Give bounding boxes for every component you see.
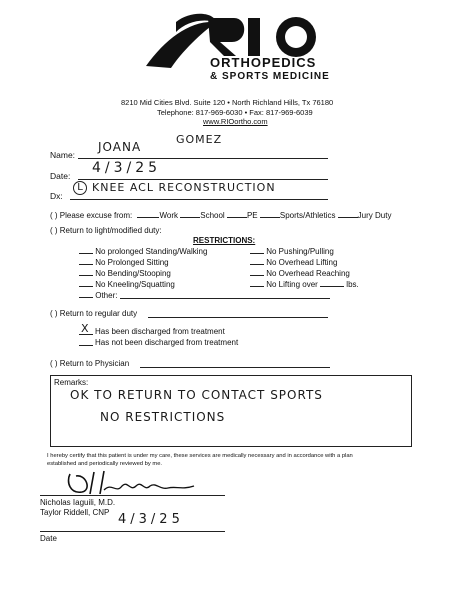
dx-value: KNEE ACL RECONSTRUCTION: [92, 181, 276, 194]
not-discharged-text: Has not been discharged from treatment: [95, 338, 239, 347]
remarks-label: Remarks:: [54, 378, 89, 387]
excuse-sports: Sports/Athletics: [279, 211, 336, 220]
dx-line: [70, 199, 328, 200]
regular-duty-heading: ( ) Return to regular duty: [50, 309, 138, 318]
provider-1: Nicholas Iaguili, M.D.: [40, 498, 116, 507]
dx-label: Dx:: [50, 191, 63, 201]
school-blank: [180, 210, 200, 218]
signature: [64, 468, 204, 498]
sports-blank: [260, 210, 280, 218]
name-label: Name:: [50, 150, 76, 160]
excuse-prefix: ( ) Please excuse from:: [50, 211, 133, 220]
not-discharged-blank: [79, 345, 93, 346]
excuse-work: Work: [159, 211, 179, 220]
certification-line2: established and periodically reviewed by me.: [47, 461, 163, 467]
light-duty-heading: ( ) Return to light/modified duty:: [50, 226, 162, 235]
restriction-left-0: No prolonged Standing/Walking: [79, 246, 207, 256]
contact: Telephone: 817-969-6030 • Fax: 817-969-6039: [157, 108, 313, 117]
excuse-pe: PE: [246, 211, 258, 220]
restriction-left-1: No Prolonged Sitting: [79, 257, 169, 267]
regular-duty-line: [148, 317, 328, 318]
signature-line: [40, 495, 225, 496]
discharged-mark: X: [81, 322, 90, 335]
physician-heading: ( ) Return to Physician: [50, 359, 130, 368]
certification-line1: I hereby certify that this patient is under my care, these services are medically necessary and in accordance with a plan: [47, 453, 353, 459]
date-line: [78, 179, 328, 180]
restriction-left-2: No Bending/Stooping: [79, 268, 171, 278]
date-value: 4/3/25: [92, 160, 162, 176]
restriction-right-0: No Pushing/Pulling: [250, 246, 334, 256]
restrictions-title: RESTRICTIONS:: [193, 236, 256, 245]
excuse-row: [50, 210, 391, 220]
work-blank: [137, 210, 159, 218]
name-last: GOMEZ: [176, 133, 223, 146]
pe-blank: [227, 210, 247, 218]
address: 8210 Mid Cities Blvd. Suite 120 • North Richland Hills, Tx 76180: [121, 98, 334, 107]
provider-2: Taylor Riddell, CNP: [40, 508, 110, 517]
discharged-text: Has been discharged from treatment: [95, 327, 225, 336]
date-sign-label: Date: [40, 534, 57, 543]
physician-line: [140, 367, 330, 368]
date-sign-line: [40, 531, 225, 532]
restriction-left-3: No Kneeling/Squatting: [79, 279, 175, 289]
brand-line2: & SPORTS MEDICINE: [210, 71, 330, 82]
signature-date: 4/3/25: [118, 512, 184, 527]
other-line: [120, 298, 330, 299]
remarks-line2: NO RESTRICTIONS: [100, 410, 226, 424]
brand-line1: ORTHOPEDICS: [210, 55, 317, 70]
date-label: Date:: [50, 171, 71, 181]
excuse-school: School: [200, 211, 225, 220]
dx-circle: L: [73, 181, 87, 195]
remarks-line1: OK TO RETURN TO CONTACT SPORTS: [70, 388, 323, 402]
restriction-right-3: No Lifting over lbs.: [250, 279, 359, 289]
signature-icon: [64, 468, 204, 498]
discharged-blank: [79, 334, 93, 335]
name-first: JOANA: [98, 140, 142, 154]
name-line: [78, 158, 328, 159]
restriction-right-2: No Overhead Reaching: [250, 268, 350, 278]
website: www.RIOortho.com: [203, 117, 268, 126]
excuse-jury: Jury Duty: [357, 211, 392, 220]
restriction-other: Other:: [79, 290, 117, 300]
restriction-right-1: No Overhead Lifting: [250, 257, 337, 267]
jury-blank: [338, 210, 358, 218]
